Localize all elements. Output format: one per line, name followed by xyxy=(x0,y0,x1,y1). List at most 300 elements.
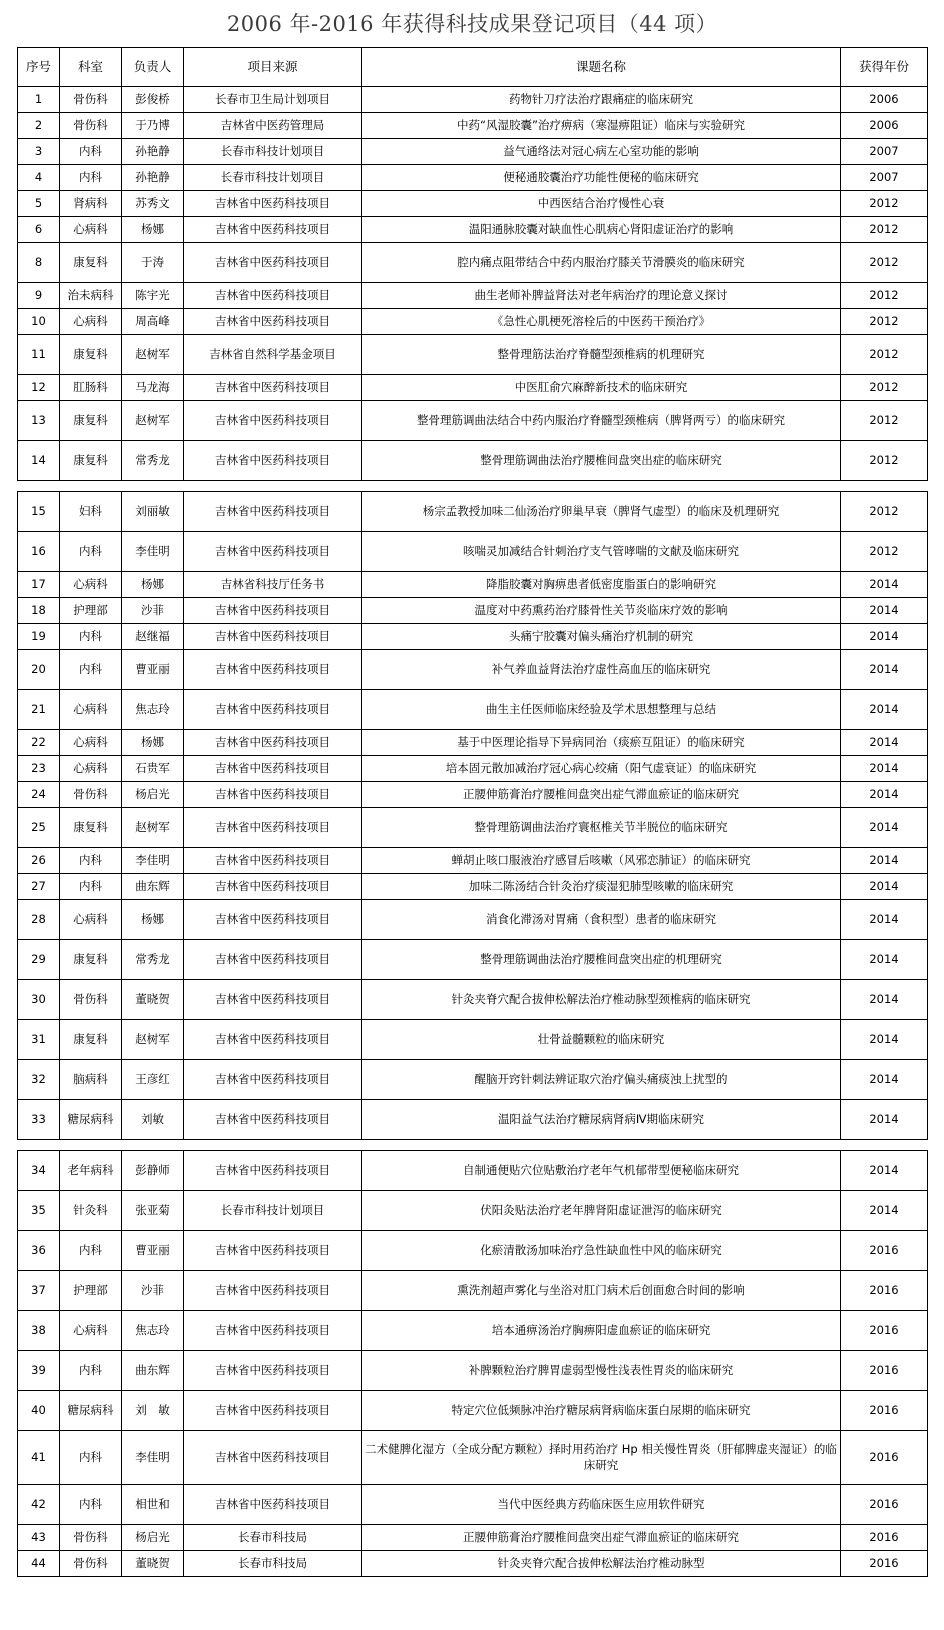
cell-title: 壮骨益髓颗粒的临床研究 xyxy=(362,1020,841,1060)
cell-title: 曲生主任医师临床经验及学术思想整理与总结 xyxy=(362,690,841,730)
cell-year: 2016 xyxy=(841,1525,928,1551)
cell-year: 2012 xyxy=(841,492,928,532)
cell-head: 刘敏 xyxy=(122,1100,184,1140)
cell-no: 10 xyxy=(18,309,60,335)
cell-year: 2014 xyxy=(841,1151,928,1191)
cell-dept: 内科 xyxy=(60,1431,122,1485)
cell-src: 吉林省中医药科技项目 xyxy=(184,940,362,980)
cell-no: 8 xyxy=(18,243,60,283)
cell-src: 吉林省中医药科技项目 xyxy=(184,1431,362,1485)
cell-year: 2012 xyxy=(841,375,928,401)
cell-src: 吉林省中医药科技项目 xyxy=(184,243,362,283)
cell-src: 吉林省中医药科技项目 xyxy=(184,1391,362,1431)
cell-title: 曲生老师补脾益肾法对老年病治疗的理论意义探讨 xyxy=(362,283,841,309)
column-header-no: 序号 xyxy=(18,48,60,87)
cell-no: 38 xyxy=(18,1311,60,1351)
column-header-head: 负责人 xyxy=(122,48,184,87)
cell-year: 2016 xyxy=(841,1391,928,1431)
cell-head: 刘丽敏 xyxy=(122,492,184,532)
cell-title: 针灸夹脊穴配合拔伸松解法治疗椎动脉型颈椎病的临床研究 xyxy=(362,980,841,1020)
cell-title: 头痛宁胶囊对偏头痛治疗机制的研究 xyxy=(362,624,841,650)
cell-head: 曲东辉 xyxy=(122,874,184,900)
cell-no: 12 xyxy=(18,375,60,401)
cell-head: 杨娜 xyxy=(122,217,184,243)
table-row xyxy=(18,690,928,730)
table-row xyxy=(18,1100,928,1140)
cell-year: 2014 xyxy=(841,624,928,650)
table-container xyxy=(17,47,927,1577)
cell-dept: 康复科 xyxy=(60,401,122,441)
cell-dept: 内科 xyxy=(60,624,122,650)
cell-year: 2014 xyxy=(841,782,928,808)
cell-head: 曲东辉 xyxy=(122,1351,184,1391)
table-row xyxy=(18,139,928,165)
cell-src: 吉林省中医药科技项目 xyxy=(184,191,362,217)
table-row xyxy=(18,217,928,243)
cell-src: 吉林省中医药科技项目 xyxy=(184,900,362,940)
table-row xyxy=(18,730,928,756)
table-row xyxy=(18,335,928,375)
cell-head: 杨娜 xyxy=(122,572,184,598)
cell-src: 吉林省中医药科技项目 xyxy=(184,690,362,730)
cell-year: 2014 xyxy=(841,1100,928,1140)
cell-dept: 糖尿病科 xyxy=(60,1391,122,1431)
column-header-year: 获得年份 xyxy=(841,48,928,87)
cell-title: 自制通便贴穴位贴敷治疗老年气机郁带型便秘临床研究 xyxy=(362,1151,841,1191)
cell-src: 吉林省中医药科技项目 xyxy=(184,532,362,572)
cell-year: 2014 xyxy=(841,874,928,900)
cell-head: 焦志玲 xyxy=(122,690,184,730)
table-row xyxy=(18,1351,928,1391)
cell-src: 吉林省中医药科技项目 xyxy=(184,874,362,900)
cell-dept: 骨伤科 xyxy=(60,113,122,139)
cell-no: 1 xyxy=(18,87,60,113)
cell-year: 2014 xyxy=(841,598,928,624)
cell-no: 13 xyxy=(18,401,60,441)
cell-year: 2014 xyxy=(841,980,928,1020)
cell-no: 31 xyxy=(18,1020,60,1060)
cell-src: 吉林省中医药科技项目 xyxy=(184,401,362,441)
table-row xyxy=(18,808,928,848)
table-row xyxy=(18,1191,928,1231)
cell-title: 药物针刀疗法治疗跟痛症的临床研究 xyxy=(362,87,841,113)
cell-year: 2014 xyxy=(841,756,928,782)
cell-src: 吉林省中医药科技项目 xyxy=(184,375,362,401)
table-row xyxy=(18,375,928,401)
cell-title: 温度对中药熏药治疗膝骨性关节炎临床疗效的影响 xyxy=(362,598,841,624)
cell-no: 14 xyxy=(18,441,60,481)
cell-year: 2012 xyxy=(841,401,928,441)
table-row xyxy=(18,87,928,113)
cell-head: 周高峰 xyxy=(122,309,184,335)
cell-head: 相世和 xyxy=(122,1485,184,1525)
cell-head: 赵树军 xyxy=(122,1020,184,1060)
cell-head: 曹亚丽 xyxy=(122,650,184,690)
cell-dept: 内科 xyxy=(60,650,122,690)
cell-year: 2014 xyxy=(841,650,928,690)
cell-no: 15 xyxy=(18,492,60,532)
cell-no: 42 xyxy=(18,1485,60,1525)
cell-title: 中西医结合治疗慢性心衰 xyxy=(362,191,841,217)
cell-no: 44 xyxy=(18,1551,60,1577)
cell-year: 2014 xyxy=(841,900,928,940)
table-row xyxy=(18,650,928,690)
cell-src: 吉林省中医药管理局 xyxy=(184,113,362,139)
cell-year: 2014 xyxy=(841,690,928,730)
cell-year: 2016 xyxy=(841,1551,928,1577)
cell-dept: 肛肠科 xyxy=(60,375,122,401)
cell-no: 37 xyxy=(18,1271,60,1311)
cell-src: 长春市科技局 xyxy=(184,1551,362,1577)
cell-head: 杨启光 xyxy=(122,782,184,808)
cell-src: 吉林省中医药科技项目 xyxy=(184,730,362,756)
cell-title: 便秘通胶囊治疗功能性便秘的临床研究 xyxy=(362,165,841,191)
cell-no: 23 xyxy=(18,756,60,782)
table-row xyxy=(18,980,928,1020)
table-row xyxy=(18,165,928,191)
cell-src: 吉林省中医药科技项目 xyxy=(184,1271,362,1311)
cell-no: 39 xyxy=(18,1351,60,1391)
cell-year: 2012 xyxy=(841,335,928,375)
cell-src: 吉林省中医药科技项目 xyxy=(184,650,362,690)
cell-title: 正腰伸筋膏治疗腰椎间盘突出症气滞血瘀证的临床研究 xyxy=(362,782,841,808)
cell-src: 吉林省中医药科技项目 xyxy=(184,808,362,848)
cell-no: 9 xyxy=(18,283,60,309)
cell-dept: 内科 xyxy=(60,532,122,572)
table-row xyxy=(18,441,928,481)
results-table xyxy=(17,491,928,1140)
cell-year: 2016 xyxy=(841,1351,928,1391)
cell-head: 沙菲 xyxy=(122,598,184,624)
results-table xyxy=(17,47,928,481)
cell-no: 3 xyxy=(18,139,60,165)
cell-title: 温阳通脉胶囊对缺血性心肌病心肾阳虚证治疗的影响 xyxy=(362,217,841,243)
cell-title: 《急性心肌梗死溶栓后的中医药干预治疗》 xyxy=(362,309,841,335)
cell-title: 化瘀清散汤加味治疗急性缺血性中风的临床研究 xyxy=(362,1231,841,1271)
cell-title: 熏洗剂超声雾化与坐浴对肛门病术后创面愈合时间的影响 xyxy=(362,1271,841,1311)
table-row xyxy=(18,113,928,139)
cell-no: 25 xyxy=(18,808,60,848)
cell-dept: 内科 xyxy=(60,848,122,874)
cell-src: 吉林省自然科学基金项目 xyxy=(184,335,362,375)
table-row xyxy=(18,191,928,217)
cell-src: 吉林省中医药科技项目 xyxy=(184,624,362,650)
cell-head: 王彦红 xyxy=(122,1060,184,1100)
table-row xyxy=(18,243,928,283)
cell-title: 醒脑开窍针刺法辨证取穴治疗偏头痛痰浊上扰型的 xyxy=(362,1060,841,1100)
cell-head: 赵树军 xyxy=(122,401,184,441)
cell-dept: 心病科 xyxy=(60,900,122,940)
cell-title: 整骨理筋调曲法治疗腰椎间盘突出症的临床研究 xyxy=(362,441,841,481)
cell-year: 2012 xyxy=(841,217,928,243)
cell-dept: 内科 xyxy=(60,165,122,191)
cell-dept: 妇科 xyxy=(60,492,122,532)
cell-src: 吉林省中医药科技项目 xyxy=(184,492,362,532)
cell-dept: 老年病科 xyxy=(60,1151,122,1191)
cell-title: 培本固元散加减治疗冠心病心绞痛（阳气虚衰证）的临床研究 xyxy=(362,756,841,782)
cell-year: 2014 xyxy=(841,848,928,874)
cell-src: 长春市科技计划项目 xyxy=(184,165,362,191)
cell-dept: 心病科 xyxy=(60,309,122,335)
table-row xyxy=(18,624,928,650)
cell-no: 36 xyxy=(18,1231,60,1271)
cell-dept: 糖尿病科 xyxy=(60,1100,122,1140)
cell-src: 吉林省中医药科技项目 xyxy=(184,1231,362,1271)
cell-no: 17 xyxy=(18,572,60,598)
cell-no: 32 xyxy=(18,1060,60,1100)
cell-dept: 骨伤科 xyxy=(60,1525,122,1551)
cell-dept: 脑病科 xyxy=(60,1060,122,1100)
cell-year: 2016 xyxy=(841,1485,928,1525)
cell-title: 腔内痛点阻带结合中药内服治疗膝关节滑膜炎的临床研究 xyxy=(362,243,841,283)
cell-src: 吉林省中医药科技项目 xyxy=(184,1311,362,1351)
cell-title: 益气通络法对冠心病左心室功能的影响 xyxy=(362,139,841,165)
table-row xyxy=(18,940,928,980)
table-row xyxy=(18,1485,928,1525)
cell-title: 整骨理筋调曲法治疗腰椎间盘突出症的机理研究 xyxy=(362,940,841,980)
cell-dept: 针灸科 xyxy=(60,1191,122,1231)
table-row xyxy=(18,756,928,782)
cell-head: 董晓贺 xyxy=(122,1551,184,1577)
cell-no: 16 xyxy=(18,532,60,572)
cell-dept: 康复科 xyxy=(60,1020,122,1060)
cell-year: 2016 xyxy=(841,1431,928,1485)
cell-title: 当代中医经典方药临床医生应用软件研究 xyxy=(362,1485,841,1525)
table-row xyxy=(18,1525,928,1551)
cell-year: 2007 xyxy=(841,165,928,191)
cell-head: 苏秀文 xyxy=(122,191,184,217)
cell-title: 中药“风湿胶囊”治疗痹病（寒湿痹阻证）临床与实验研究 xyxy=(362,113,841,139)
cell-no: 27 xyxy=(18,874,60,900)
cell-year: 2014 xyxy=(841,1060,928,1100)
table-row xyxy=(18,1311,928,1351)
table-header-row xyxy=(18,48,928,87)
table-row xyxy=(18,874,928,900)
cell-no: 43 xyxy=(18,1525,60,1551)
cell-src: 吉林省中医药科技项目 xyxy=(184,1100,362,1140)
table-row xyxy=(18,283,928,309)
cell-src: 吉林省科技厅任务书 xyxy=(184,572,362,598)
cell-head: 焦志玲 xyxy=(122,1311,184,1351)
table-row xyxy=(18,900,928,940)
cell-no: 19 xyxy=(18,624,60,650)
cell-year: 2012 xyxy=(841,283,928,309)
cell-dept: 骨伤科 xyxy=(60,87,122,113)
cell-dept: 治未病科 xyxy=(60,283,122,309)
cell-src: 吉林省中医药科技项目 xyxy=(184,756,362,782)
cell-src: 长春市科技计划项目 xyxy=(184,1191,362,1231)
cell-year: 2014 xyxy=(841,1191,928,1231)
cell-year: 2006 xyxy=(841,87,928,113)
cell-no: 30 xyxy=(18,980,60,1020)
cell-year: 2014 xyxy=(841,1020,928,1060)
table-row xyxy=(18,572,928,598)
cell-no: 41 xyxy=(18,1431,60,1485)
cell-title: 整骨理筋调曲法结合中药内服治疗脊髓型颈椎病（脾肾两亏）的临床研究 xyxy=(362,401,841,441)
cell-no: 29 xyxy=(18,940,60,980)
cell-no: 4 xyxy=(18,165,60,191)
table-row xyxy=(18,598,928,624)
cell-no: 5 xyxy=(18,191,60,217)
cell-src: 吉林省中医药科技项目 xyxy=(184,598,362,624)
cell-head: 赵继福 xyxy=(122,624,184,650)
cell-dept: 护理部 xyxy=(60,1271,122,1311)
cell-year: 2012 xyxy=(841,191,928,217)
cell-head: 于涛 xyxy=(122,243,184,283)
cell-src: 吉林省中医药科技项目 xyxy=(184,1020,362,1060)
cell-head: 张亚菊 xyxy=(122,1191,184,1231)
cell-dept: 骨伤科 xyxy=(60,1551,122,1577)
table-row xyxy=(18,848,928,874)
cell-year: 2007 xyxy=(841,139,928,165)
table-row xyxy=(18,782,928,808)
cell-src: 吉林省中医药科技项目 xyxy=(184,1351,362,1391)
cell-no: 6 xyxy=(18,217,60,243)
cell-dept: 心病科 xyxy=(60,572,122,598)
cell-no: 34 xyxy=(18,1151,60,1191)
cell-dept: 内科 xyxy=(60,139,122,165)
cell-head: 杨娜 xyxy=(122,900,184,940)
cell-src: 长春市科技计划项目 xyxy=(184,139,362,165)
cell-src: 吉林省中医药科技项目 xyxy=(184,217,362,243)
cell-dept: 康复科 xyxy=(60,243,122,283)
cell-title: 降脂胶囊对胸痹患者低密度脂蛋白的影响研究 xyxy=(362,572,841,598)
cell-dept: 内科 xyxy=(60,1231,122,1271)
cell-head: 赵树军 xyxy=(122,808,184,848)
cell-no: 2 xyxy=(18,113,60,139)
cell-title: 蝉胡止咳口服液治疗感冒后咳嗽（风邪恋肺证）的临床研究 xyxy=(362,848,841,874)
table-row xyxy=(18,1060,928,1100)
cell-year: 2014 xyxy=(841,808,928,848)
cell-year: 2016 xyxy=(841,1311,928,1351)
table-row xyxy=(18,1551,928,1577)
cell-dept: 心病科 xyxy=(60,217,122,243)
cell-title: 基于中医理论指导下异病同治（痰瘀互阻证）的临床研究 xyxy=(362,730,841,756)
cell-head: 杨启光 xyxy=(122,1525,184,1551)
cell-dept: 内科 xyxy=(60,1351,122,1391)
cell-src: 吉林省中医药科技项目 xyxy=(184,441,362,481)
cell-title: 整骨理筋调曲法治疗寰枢椎关节半脱位的临床研究 xyxy=(362,808,841,848)
cell-year: 2014 xyxy=(841,730,928,756)
cell-src: 吉林省中医药科技项目 xyxy=(184,1060,362,1100)
cell-head: 陈宇光 xyxy=(122,283,184,309)
cell-no: 11 xyxy=(18,335,60,375)
cell-head: 沙菲 xyxy=(122,1271,184,1311)
cell-head: 董晓贺 xyxy=(122,980,184,1020)
cell-head: 于乃博 xyxy=(122,113,184,139)
cell-year: 2012 xyxy=(841,441,928,481)
cell-head: 李佳明 xyxy=(122,848,184,874)
cell-dept: 心病科 xyxy=(60,756,122,782)
cell-title: 加味二陈汤结合针灸治疗痰湿犯肺型咳嗽的临床研究 xyxy=(362,874,841,900)
cell-src: 吉林省中医药科技项目 xyxy=(184,283,362,309)
cell-title: 二术健脾化湿方（全成分配方颗粒）择时用药治疗 Hp 相关慢性胃炎（肝郁脾虚夹湿证）的临床研究 xyxy=(362,1431,841,1485)
cell-title: 中医肛俞穴麻醉新技术的临床研究 xyxy=(362,375,841,401)
cell-no: 21 xyxy=(18,690,60,730)
cell-dept: 康复科 xyxy=(60,808,122,848)
cell-dept: 内科 xyxy=(60,1485,122,1525)
cell-head: 刘 敏 xyxy=(122,1391,184,1431)
cell-src: 吉林省中医药科技项目 xyxy=(184,782,362,808)
cell-head: 杨娜 xyxy=(122,730,184,756)
cell-src: 长春市卫生局计划项目 xyxy=(184,87,362,113)
cell-title: 消食化滞汤对胃痛（食积型）患者的临床研究 xyxy=(362,900,841,940)
table-row xyxy=(18,1271,928,1311)
cell-head: 彭俊桥 xyxy=(122,87,184,113)
cell-no: 28 xyxy=(18,900,60,940)
table-row xyxy=(18,1391,928,1431)
cell-head: 孙艳静 xyxy=(122,165,184,191)
cell-no: 35 xyxy=(18,1191,60,1231)
cell-dept: 心病科 xyxy=(60,730,122,756)
results-table xyxy=(17,1150,928,1577)
cell-dept: 心病科 xyxy=(60,690,122,730)
table-row xyxy=(18,1151,928,1191)
cell-no: 24 xyxy=(18,782,60,808)
cell-title: 补气养血益肾法治疗虚性高血压的临床研究 xyxy=(362,650,841,690)
cell-head: 彭静师 xyxy=(122,1151,184,1191)
cell-year: 2014 xyxy=(841,572,928,598)
cell-src: 吉林省中医药科技项目 xyxy=(184,980,362,1020)
cell-head: 李佳明 xyxy=(122,1431,184,1485)
cell-year: 2006 xyxy=(841,113,928,139)
cell-head: 曹亚丽 xyxy=(122,1231,184,1271)
cell-dept: 肾病科 xyxy=(60,191,122,217)
cell-title: 杨宗孟教授加味二仙汤治疗卵巢早衰（脾肾气虚型）的临床及机理研究 xyxy=(362,492,841,532)
cell-year: 2012 xyxy=(841,309,928,335)
table-row xyxy=(18,1431,928,1485)
cell-src: 吉林省中医药科技项目 xyxy=(184,848,362,874)
cell-title: 咳喘灵加减结合针刺治疗支气管哮喘的文献及临床研究 xyxy=(362,532,841,572)
cell-year: 2014 xyxy=(841,940,928,980)
cell-dept: 康复科 xyxy=(60,441,122,481)
cell-title: 培本通痹汤治疗胸痹阳虚血瘀证的临床研究 xyxy=(362,1311,841,1351)
cell-src: 吉林省中医药科技项目 xyxy=(184,1151,362,1191)
cell-src: 吉林省中医药科技项目 xyxy=(184,309,362,335)
cell-head: 李佳明 xyxy=(122,532,184,572)
cell-head: 马龙海 xyxy=(122,375,184,401)
table-row xyxy=(18,492,928,532)
table-row xyxy=(18,309,928,335)
cell-head: 常秀龙 xyxy=(122,940,184,980)
cell-no: 18 xyxy=(18,598,60,624)
cell-year: 2012 xyxy=(841,532,928,572)
cell-src: 吉林省中医药科技项目 xyxy=(184,1485,362,1525)
cell-no: 33 xyxy=(18,1100,60,1140)
cell-head: 常秀龙 xyxy=(122,441,184,481)
column-header-title: 课题名称 xyxy=(362,48,841,87)
cell-title: 正腰伸筋膏治疗腰椎间盘突出症气滞血瘀证的临床研究 xyxy=(362,1525,841,1551)
cell-dept: 心病科 xyxy=(60,1311,122,1351)
column-header-dept: 科室 xyxy=(60,48,122,87)
cell-no: 26 xyxy=(18,848,60,874)
cell-year: 2016 xyxy=(841,1271,928,1311)
cell-dept: 康复科 xyxy=(60,335,122,375)
cell-dept: 内科 xyxy=(60,874,122,900)
column-header-src: 项目来源 xyxy=(184,48,362,87)
cell-dept: 护理部 xyxy=(60,598,122,624)
cell-head: 石贵军 xyxy=(122,756,184,782)
table-row xyxy=(18,532,928,572)
cell-head: 赵树军 xyxy=(122,335,184,375)
cell-dept: 康复科 xyxy=(60,940,122,980)
cell-title: 温阳益气法治疗糖尿病肾病Ⅳ期临床研究 xyxy=(362,1100,841,1140)
cell-dept: 骨伤科 xyxy=(60,980,122,1020)
cell-title: 整骨理筋法治疗脊髓型颈椎病的机理研究 xyxy=(362,335,841,375)
cell-year: 2012 xyxy=(841,243,928,283)
cell-title: 补脾颗粒治疗脾胃虚弱型慢性浅表性胃炎的临床研究 xyxy=(362,1351,841,1391)
cell-year: 2016 xyxy=(841,1231,928,1271)
